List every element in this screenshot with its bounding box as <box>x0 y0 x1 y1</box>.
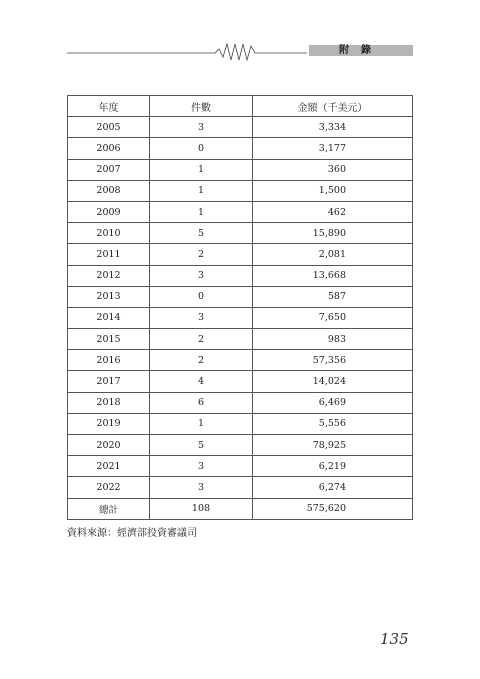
count-cell: 1 <box>150 413 253 434</box>
table-row <box>68 244 413 265</box>
amount-cell: 14,024 <box>253 371 413 392</box>
amount-cell: 6,219 <box>253 456 413 477</box>
amount-cell: 983 <box>253 329 413 350</box>
table-body <box>68 117 413 498</box>
count-cell: 3 <box>150 477 253 498</box>
table-row <box>68 265 413 286</box>
table-row <box>68 286 413 307</box>
table-row <box>68 477 413 498</box>
year-cell: 2014 <box>68 307 150 328</box>
count-cell: 6 <box>150 392 253 413</box>
section-tab: 附錄 <box>309 45 413 56</box>
count-cell: 5 <box>150 435 253 456</box>
table-row <box>68 117 413 138</box>
year-cell: 2016 <box>68 350 150 371</box>
year-cell: 2005 <box>68 117 150 138</box>
count-cell: 3 <box>150 307 253 328</box>
count-cell: 0 <box>150 286 253 307</box>
amount-cell: 6,469 <box>253 392 413 413</box>
table-header-row <box>68 96 413 117</box>
count-cell: 2 <box>150 329 253 350</box>
year-cell: 2015 <box>68 329 150 350</box>
count-cell: 3 <box>150 265 253 286</box>
count-cell: 5 <box>150 223 253 244</box>
table-row <box>68 456 413 477</box>
column-header-count: 件數 <box>150 96 253 117</box>
year-cell: 2017 <box>68 371 150 392</box>
year-cell: 2012 <box>68 265 150 286</box>
amount-cell: 7,650 <box>253 307 413 328</box>
table-row <box>68 201 413 222</box>
count-cell: 2 <box>150 244 253 265</box>
amount-cell: 6,274 <box>253 477 413 498</box>
table-row <box>68 223 413 244</box>
table-row <box>68 413 413 434</box>
table-row <box>68 392 413 413</box>
year-cell: 2021 <box>68 456 150 477</box>
amount-cell: 462 <box>253 201 413 222</box>
count-cell: 0 <box>150 138 253 159</box>
amount-cell: 3,334 <box>253 117 413 138</box>
year-cell: 2010 <box>68 223 150 244</box>
year-cell: 2006 <box>68 138 150 159</box>
count-cell: 3 <box>150 456 253 477</box>
amount-cell: 57,356 <box>253 350 413 371</box>
amount-cell: 2,081 <box>253 244 413 265</box>
amount-cell: 3,177 <box>253 138 413 159</box>
total-row <box>68 498 413 519</box>
count-cell: 1 <box>150 180 253 201</box>
year-cell: 2022 <box>68 477 150 498</box>
amount-cell: 5,556 <box>253 413 413 434</box>
year-cell: 2018 <box>68 392 150 413</box>
amount-cell: 587 <box>253 286 413 307</box>
count-cell: 4 <box>150 371 253 392</box>
total-count: 108 <box>150 498 253 519</box>
table-row <box>68 371 413 392</box>
year-cell: 2009 <box>68 201 150 222</box>
year-cell: 2007 <box>68 159 150 180</box>
count-cell: 1 <box>150 159 253 180</box>
source-note: 資料來源：經濟部投資審議司 <box>67 528 197 539</box>
amount-cell: 78,925 <box>253 435 413 456</box>
amount-cell: 1,500 <box>253 180 413 201</box>
amount-cell: 15,890 <box>253 223 413 244</box>
year-cell: 2011 <box>68 244 150 265</box>
table-row <box>68 435 413 456</box>
total-label: 總計 <box>68 498 150 519</box>
investment-table <box>67 95 413 520</box>
page-header <box>67 40 413 62</box>
year-cell: 2013 <box>68 286 150 307</box>
column-header-amount: 金額（千美元） <box>253 96 413 117</box>
table-row <box>68 307 413 328</box>
count-cell: 3 <box>150 117 253 138</box>
table-row <box>68 350 413 371</box>
count-cell: 1 <box>150 201 253 222</box>
page-number: 135 <box>380 630 409 648</box>
table-row <box>68 180 413 201</box>
table-row <box>68 329 413 350</box>
count-cell: 2 <box>150 350 253 371</box>
year-cell: 2019 <box>68 413 150 434</box>
column-header-year: 年度 <box>68 96 150 117</box>
table-row <box>68 138 413 159</box>
total-amount: 575,620 <box>253 498 413 519</box>
year-cell: 2008 <box>68 180 150 201</box>
year-cell: 2020 <box>68 435 150 456</box>
amount-cell: 360 <box>253 159 413 180</box>
table-row <box>68 159 413 180</box>
amount-cell: 13,668 <box>253 265 413 286</box>
